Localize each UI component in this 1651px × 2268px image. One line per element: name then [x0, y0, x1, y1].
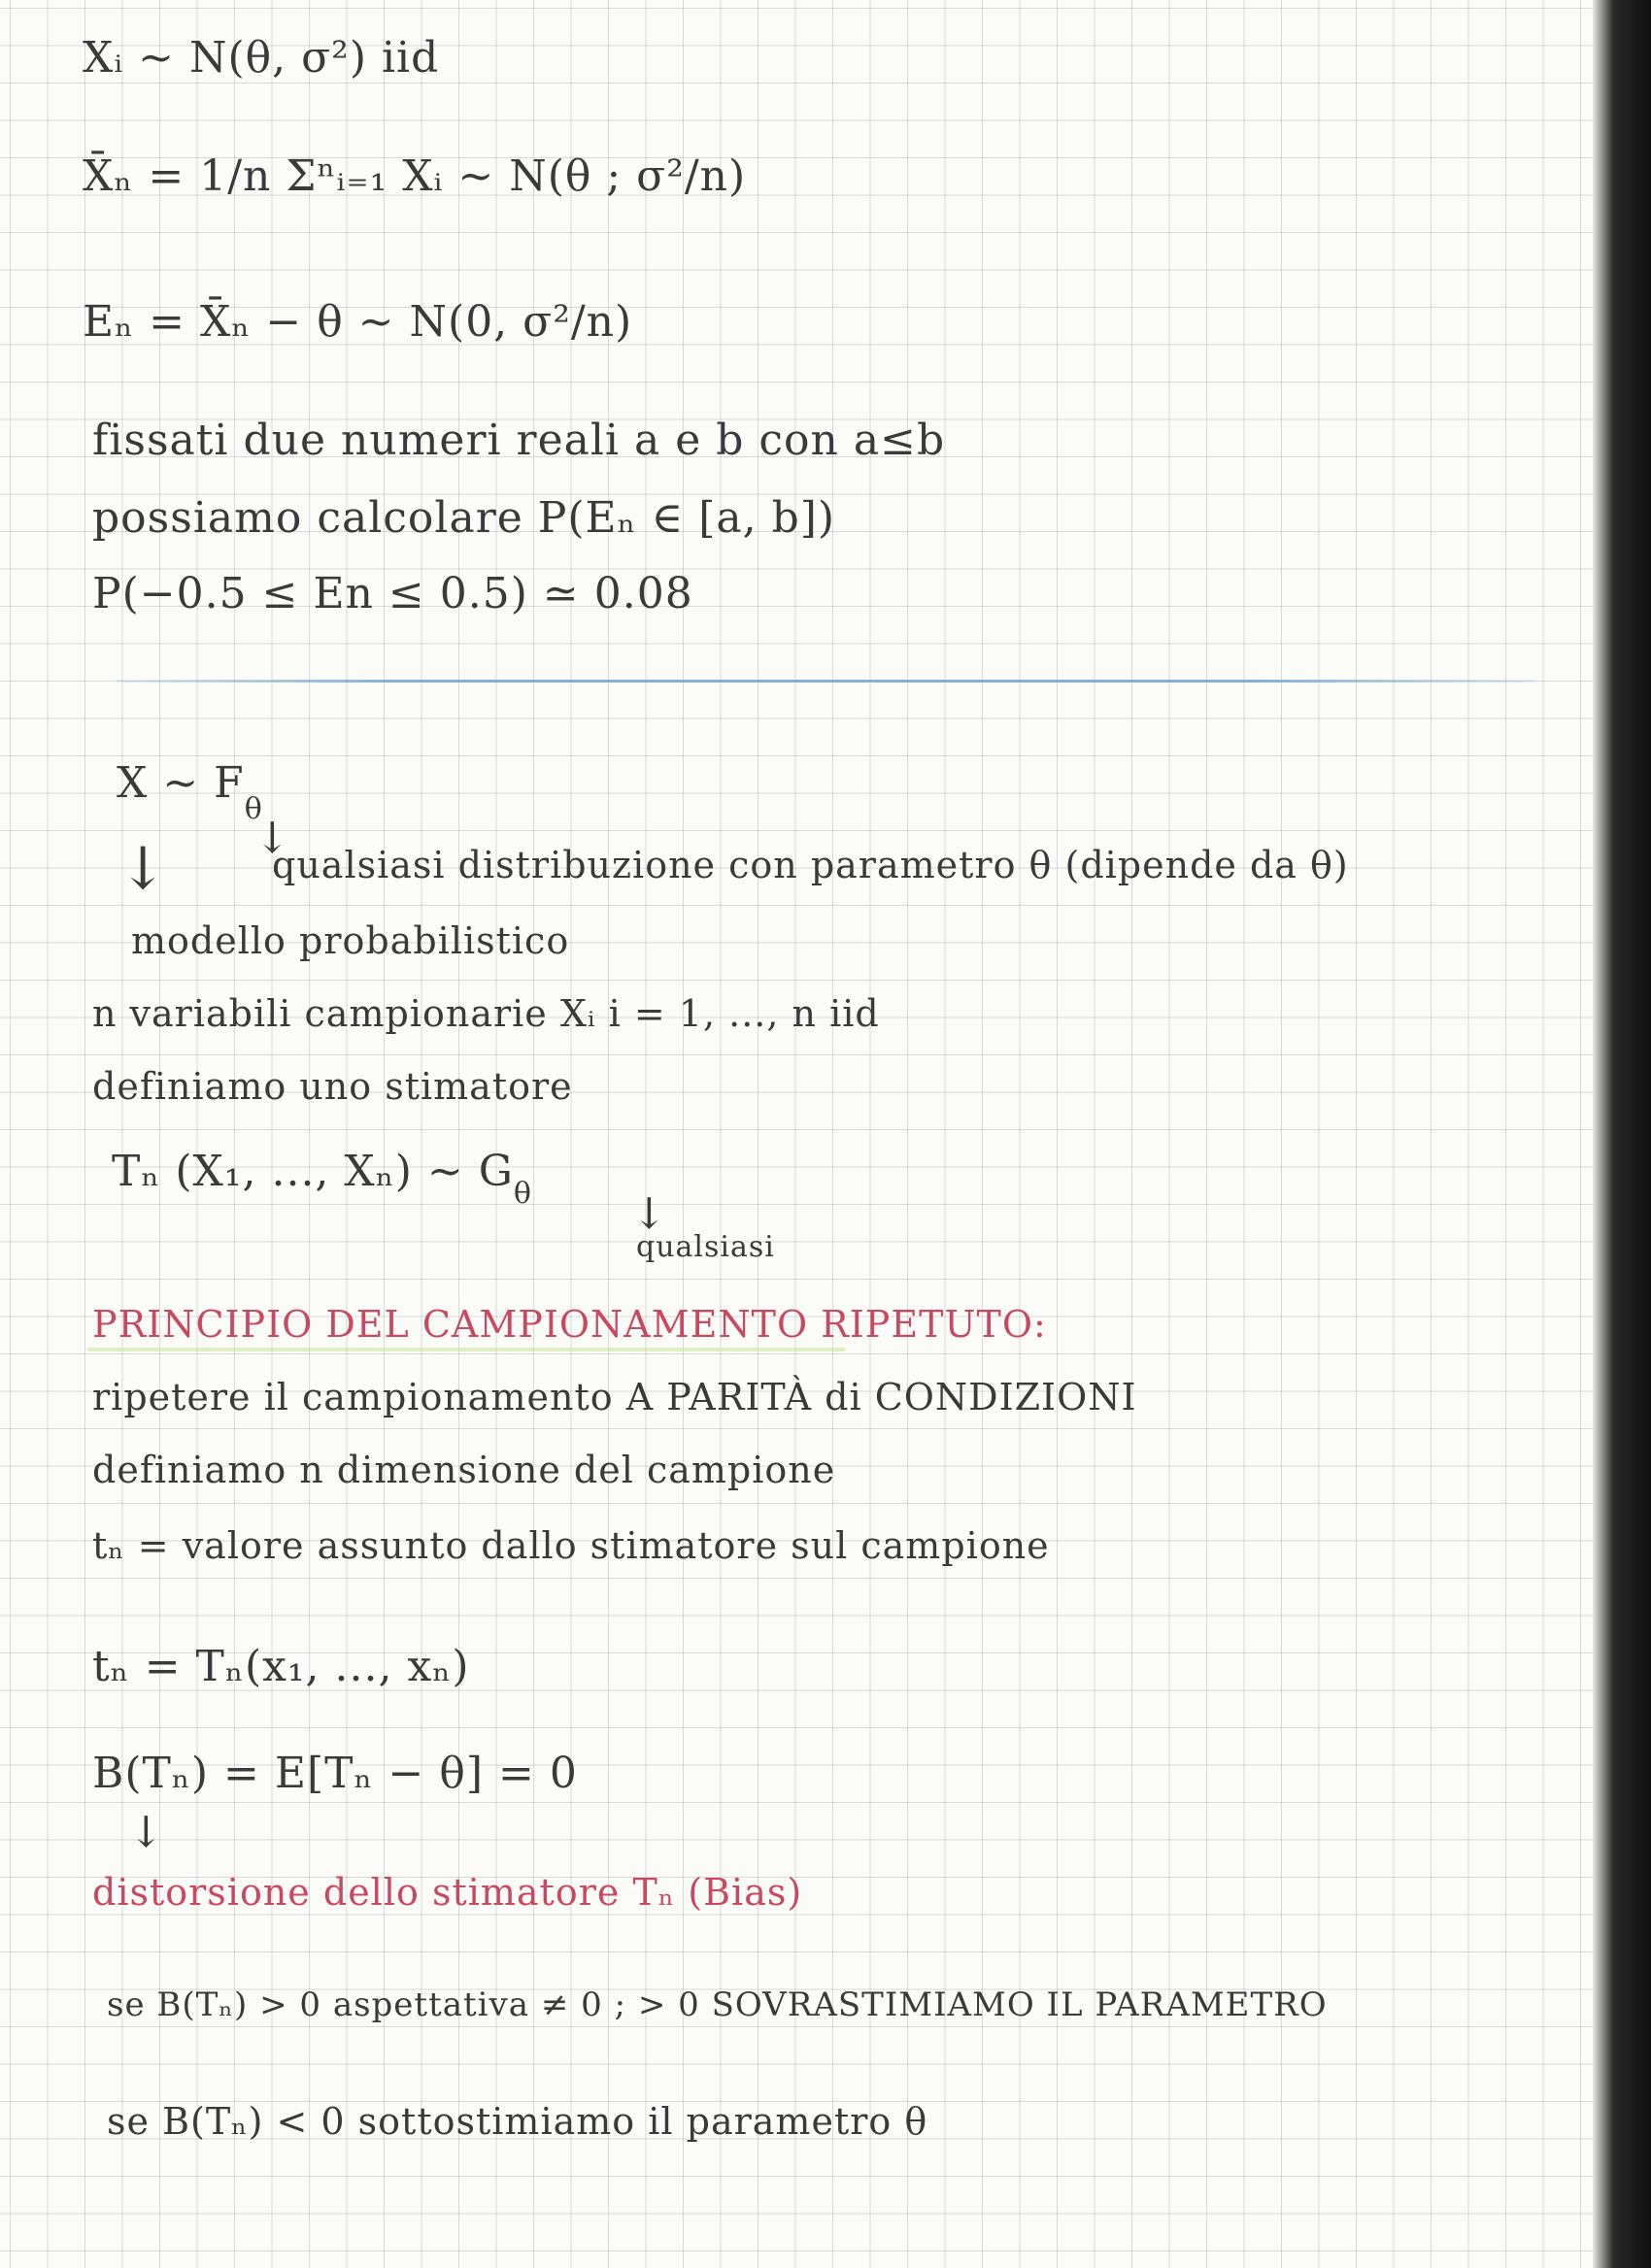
down-arrow-icon-3: ↓	[128, 1808, 164, 1857]
note-line-15: ripetere il campionamento A PARITÀ di CONDIZIONI	[92, 1376, 1137, 1418]
note-line-7	[117, 758, 263, 826]
note-line-16: definiamo n dimensione del campione	[92, 1449, 836, 1491]
section-divider-line	[117, 680, 1534, 683]
note-line-13: qualsiasi	[636, 1230, 775, 1264]
note-line-4: fissati due numeri reali a e b con a≤b	[92, 416, 946, 465]
estimator-subscript: θ	[513, 1177, 532, 1211]
note-line-2: X̄ₙ = 1/n Σⁿᵢ₌₁ Xᵢ ~ N(θ ; σ²/n)	[83, 151, 747, 201]
scan-edge	[1593, 0, 1651, 2268]
note-line-21: se B(Tₙ) > 0 aspettativa ≠ 0 ; > 0 SOVRASTIMIAMO IL PARAMETRO	[107, 1985, 1328, 2024]
note-line-14-heading: PRINCIPIO DEL CAMPIONAMENTO RIPETUTO:	[92, 1303, 1047, 1346]
note-line-6: P(−0.5 ≤ En ≤ 0.5) ≃ 0.08	[92, 569, 693, 618]
highlighter-mark	[87, 1348, 845, 1351]
model-subscript: θ	[244, 792, 263, 826]
note-line-11: definiamo uno stimatore	[92, 1065, 573, 1108]
note-line-20: distorsione dello stimatore Tₙ (Bias)	[92, 1871, 803, 1914]
note-line-9: modello probabilistico	[131, 919, 570, 962]
down-arrow-icon: ↓	[254, 814, 290, 863]
note-line-19: B(Tₙ) = E[Tₙ − θ] = 0	[92, 1749, 578, 1798]
note-line-18: tₙ = Tₙ(x₁, ..., xₙ)	[92, 1642, 470, 1691]
note-line-17: tₙ = valore assunto dallo stimatore sul campione	[92, 1524, 1050, 1567]
model-text: X ~ F	[117, 758, 245, 808]
estimator-text: Tₙ (X₁, ..., Xₙ) ~ G	[112, 1147, 514, 1196]
long-down-arrow-icon: ↓	[118, 835, 168, 903]
note-line-12	[112, 1147, 532, 1211]
note-line-8: qualsiasi distribuzione con parametro θ (dipende da θ)	[272, 844, 1349, 886]
note-line-10: n variabili campionarie Xᵢ i = 1, ..., n iid	[92, 992, 880, 1035]
note-line-3: Eₙ = X̄ₙ − θ ~ N(0, σ²/n)	[83, 297, 633, 347]
note-line-1: Xᵢ ~ N(θ, σ²) iid	[83, 33, 440, 83]
note-line-22: se B(Tₙ) < 0 sottostimiamo il parametro θ	[107, 2100, 928, 2143]
note-line-5: possiamo calcolare P(Eₙ ∈ [a, b])	[92, 493, 836, 543]
down-arrow-icon-2: ↓	[631, 1189, 667, 1239]
